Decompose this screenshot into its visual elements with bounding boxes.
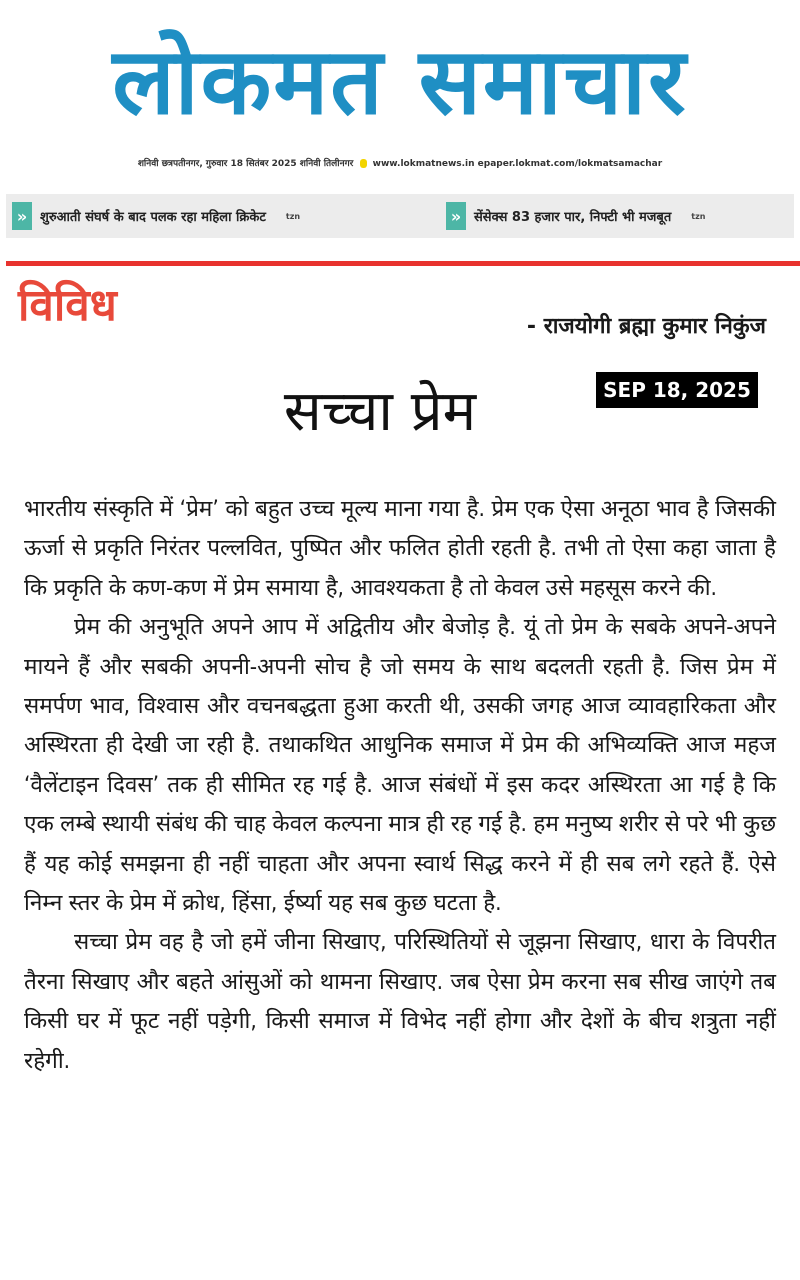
ticker-item[interactable]	[6, 194, 400, 238]
author-byline: - राजयोगी ब्रह्मा कुमार निकुंज	[526, 314, 766, 339]
article-headline: सच्चा प्रेम	[283, 379, 477, 444]
ticker-item[interactable]	[400, 194, 794, 238]
ticker-item-tag: tzn	[285, 211, 301, 221]
news-ticker	[6, 194, 794, 238]
newspaper-logo-title: लोकमत समाचार	[112, 28, 688, 135]
dateline	[0, 156, 800, 169]
dateline-right: www.lokmatnews.in epaper.lokmat.com/lokmatsamachar	[372, 159, 663, 169]
dateline-left: शनिवी छत्रपतीनगर, गुरुवार 18 सितंबर 2025 शनिवी तिलीनगर	[137, 159, 354, 169]
ticker-item-text: शुरुआती संघर्ष के बाद पलक रहा महिला क्रिकेट	[40, 210, 266, 225]
section-label: विविध	[18, 280, 117, 331]
ticker-item-text: सेंसेक्स 83 हजार पार, निफ्टी भी मजबूत	[474, 210, 672, 225]
article-paragraph: सच्चा प्रेम वह है जो हमें जीना सिखाए, परिस्थितियों से जूझना सिखाए, धारा के विपरीत तैरना सिखाए और बहते आंसुओं को थामना सिखाए. जब ऐसा प्रेम करना सब सीख जाएंगे तब किसी घर में फूट नहीं पड़ेगी, किसी समाज में विभेद नहीं होगा और देशों के बीच शत्रुता नहीं रहेगी.	[24, 929, 776, 1074]
bullet-icon	[360, 159, 367, 168]
section-divider	[6, 261, 800, 266]
double-chevron-right-icon: »	[446, 202, 466, 230]
article-paragraph: भारतीय संस्कृति में ‘प्रेम’ को बहुत उच्च मूल्य माना गया है. प्रेम एक ऐसा अनूठा भाव है जिसकी ऊर्जा से प्रकृति निरंतर पल्लवित, पुष्पित और फलित होती रहती है. तभी तो ऐसा कहा जाता है कि प्रकृति के कण-कण में प्रेम समाया है, आवश्यकता है तो केवल उसे महसूस करने की.	[24, 496, 776, 601]
article-body	[24, 490, 776, 1081]
ticker-item-tag: tzn	[691, 211, 706, 221]
article-paragraph: प्रेम की अनुभूति अपने आप में अद्वितीय और बेजोड़ है. यूं तो प्रेम के सबके अपने-अपने मायने हैं और सबकी अपनी-अपनी सोच है जो समय के साथ बदलती रहती है. जिस प्रेम में समर्पण भाव, विश्वास और वचनबद्धता हुआ करती थी, उसकी जगह आज व्यावहारिकता और अस्थिरता ही देखी जा रही है. तथाकथित आधुनिक समाज में प्रेम की अभिव्यक्ति आज महज ‘वैलेंटाइन दिवस’ तक ही सीमित रह गई है. आज संबंधों में इस कदर अस्थिरता आ गई है कि एक लम्बे स्थायी संबंध की चाह केवल कल्पना मात्र ही रह गई है. हम मनुष्य शरीर से परे भी कुछ हैं यह कोई समझना ही नहीं चाहता और अपना स्वार्थ सिद्ध करने में ही सब लगे रहते हैं. ऐसे निम्न स्तर के प्रेम में क्रोध, हिंसा, ईर्ष्या यह सब कुछ घटता है.	[24, 614, 776, 917]
masthead	[0, 0, 800, 150]
date-badge: SEP 18, 2025	[596, 372, 758, 408]
double-chevron-right-icon: »	[12, 202, 32, 230]
